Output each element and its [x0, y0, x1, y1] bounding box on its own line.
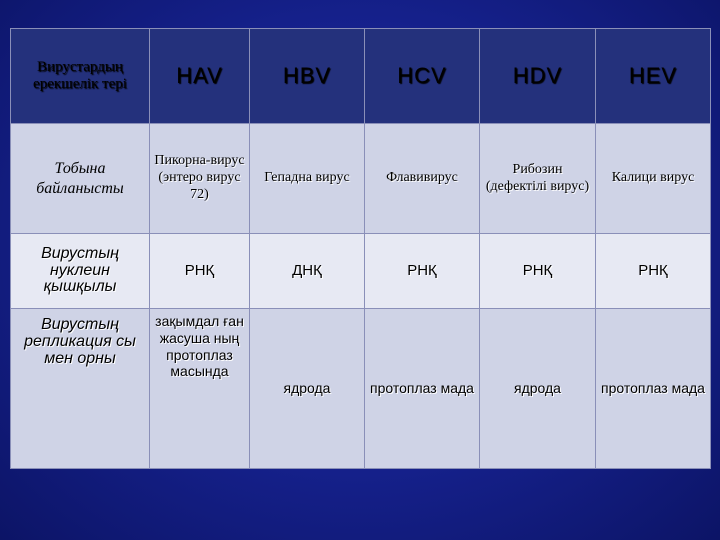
table-cell: протоплаз мада	[596, 309, 711, 469]
table-cell: РНҚ	[480, 234, 596, 309]
table-cell: Рибозин (дефектілі вирус)	[480, 124, 596, 234]
table-cell: РНҚ	[365, 234, 480, 309]
row-label-nucleic-acid: Вирустың нуклеин қышқылы	[11, 234, 150, 309]
table-cell: зақымдал ған жасуша ның протоплаз масында	[150, 309, 250, 469]
virus-comparison-table	[10, 28, 711, 469]
column-header-hev: HEV	[596, 29, 711, 124]
table-header-row	[11, 29, 711, 124]
table-cell: Гепадна вирус	[250, 124, 365, 234]
column-header-hcv: HCV	[365, 29, 480, 124]
table-row-replication	[11, 309, 711, 469]
table-cell: ядрода	[480, 309, 596, 469]
table-cell: Калици вирус	[596, 124, 711, 234]
column-header-hdv: HDV	[480, 29, 596, 124]
row-label-group: Тобына байланысты	[11, 124, 150, 234]
table-cell: Флавивирус	[365, 124, 480, 234]
row-label-replication: Вирустың репликация сы мен орны	[11, 309, 150, 469]
table-cell: ядрода	[250, 309, 365, 469]
column-header-hav: HAV	[150, 29, 250, 124]
table-cell: Пикорна-вирус (энтеро вирус 72)	[150, 124, 250, 234]
column-header-hbv: HBV	[250, 29, 365, 124]
table-cell: ДНҚ	[250, 234, 365, 309]
table-cell: протоплаз мада	[365, 309, 480, 469]
table-cell: РНҚ	[596, 234, 711, 309]
table-row-group	[11, 124, 711, 234]
table-cell: РНҚ	[150, 234, 250, 309]
corner-header: Вирустардың ерекшелік тері	[11, 29, 150, 124]
table-row-nucleic-acid	[11, 234, 711, 309]
